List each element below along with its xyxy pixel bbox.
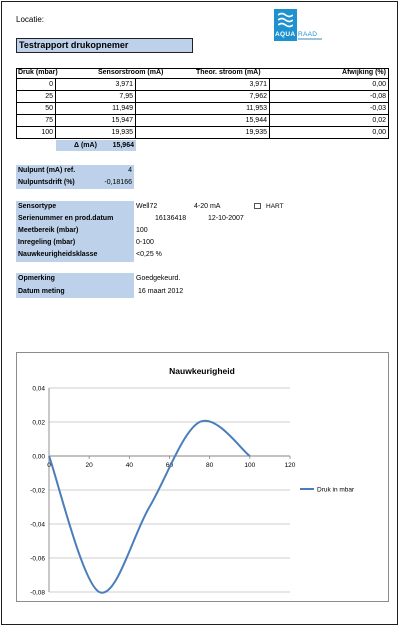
opmerking-label: Opmerking <box>18 275 55 282</box>
y-tick-label: -0,06 <box>30 555 45 563</box>
cell-theor-stroom: 19,935 <box>245 129 267 136</box>
serienummer-value: 16136418 <box>155 215 187 222</box>
chart-svg <box>17 353 388 601</box>
cell-sensorstroom: 3,971 <box>115 81 133 88</box>
delta-value: 15,964 <box>112 142 134 149</box>
legend-label: Druk in mbar <box>317 486 355 494</box>
report-page <box>1 1 398 625</box>
measurement-table <box>16 68 389 141</box>
prod-date-value: 12-10-2007 <box>208 215 244 222</box>
sensortype-label: Sensortype <box>18 203 57 210</box>
logo-tagline-bar <box>298 38 322 40</box>
nulpuntsdrift-label: Nulpuntsdrift (%) <box>18 179 75 186</box>
sensor-range-value: 4-20 mA <box>194 203 221 210</box>
col-header-sensorstroom: Sensorstroom (mA) <box>98 69 164 76</box>
chart-title: Nauwkeurigheid <box>169 366 235 376</box>
x-tick-label: 40 <box>125 462 133 469</box>
nulpunt-ref-label: Nulpunt (mA) ref. <box>18 167 76 174</box>
datum-meting-label: Datum meting <box>18 288 65 295</box>
delta-label: Δ (mA) <box>74 142 97 149</box>
cell-afwijking: 0,00 <box>372 81 386 88</box>
meetbereik-label: Meetbereik (mbar) <box>18 227 79 234</box>
cell-afwijking: -0,08 <box>370 93 386 100</box>
series-line-druk-in-mbar <box>49 421 250 593</box>
cell-afwijking: 0,02 <box>372 117 386 124</box>
meetbereik-value: 100 <box>136 227 148 234</box>
accuracy-chart <box>16 352 389 602</box>
serienummer-label: Serienummer en prod.datum <box>18 215 114 222</box>
cell-theor-stroom: 15,944 <box>245 117 267 124</box>
col-header-theor-stroom: Theor. stroom (mA) <box>196 69 261 76</box>
logo-word-raad: RAAD <box>298 31 318 38</box>
x-tick-label: 120 <box>284 462 296 469</box>
cell-theor-stroom: 7,962 <box>249 93 267 100</box>
klasse-value: <0,25 % <box>136 251 162 258</box>
cell-sensorstroom: 19,935 <box>111 129 133 136</box>
datum-meting-value: 16 maart 2012 <box>138 288 184 295</box>
y-tick-label: 0,00 <box>32 453 45 461</box>
cell-druk: 100 <box>41 129 53 136</box>
inregeling-value: 0-100 <box>136 239 154 246</box>
col-header-afwijking: Afwijking (%) <box>342 69 386 76</box>
x-tick-label: 20 <box>85 462 93 469</box>
inregeling-label: Inregeling (mbar) <box>18 239 76 246</box>
cell-theor-stroom: 3,971 <box>249 81 267 88</box>
col-header-druk: Druk (mbar) <box>18 69 58 76</box>
x-tick-label: 100 <box>244 462 256 469</box>
cell-druk: 50 <box>45 105 53 112</box>
nulpunt-ref-value: 4 <box>128 167 132 174</box>
hart-checkbox <box>254 203 261 209</box>
cell-druk: 0 <box>49 81 53 88</box>
cell-sensorstroom: 7,95 <box>119 93 133 100</box>
klasse-label: Nauwkeurigheidsklasse <box>18 251 98 258</box>
aquaraad-logo <box>274 9 322 43</box>
logo-waves-icon <box>278 12 293 28</box>
y-tick-label: 0,02 <box>32 419 45 427</box>
opmerking-value: Goedgekeurd. <box>136 275 181 282</box>
hart-label: HART <box>266 203 284 210</box>
y-tick-label: -0,04 <box>30 521 45 529</box>
cell-afwijking: -0,03 <box>370 105 386 112</box>
x-tick-label: 0 <box>47 462 51 469</box>
locatie-label: Locatie: <box>16 15 45 24</box>
sensortype-value: Well72 <box>136 203 158 210</box>
nulpuntsdrift-value: -0,18166 <box>104 179 132 186</box>
cell-sensorstroom: 15,947 <box>111 117 133 124</box>
y-tick-label: -0,08 <box>30 589 45 597</box>
y-tick-label: -0,02 <box>30 487 45 495</box>
cell-theor-stroom: 11,953 <box>246 105 267 112</box>
report-title: Testrapport drukopnemer <box>16 38 193 53</box>
cell-druk: 75 <box>45 117 53 124</box>
cell-sensorstroom: 11,949 <box>112 105 133 112</box>
x-tick-label: 80 <box>206 462 214 469</box>
cell-afwijking: 0,00 <box>372 129 386 136</box>
cell-druk: 25 <box>45 93 53 100</box>
logo-word-aqua: AQUA <box>275 31 296 38</box>
x-tick-label: 60 <box>165 462 174 469</box>
y-tick-label: 0,04 <box>32 385 45 393</box>
